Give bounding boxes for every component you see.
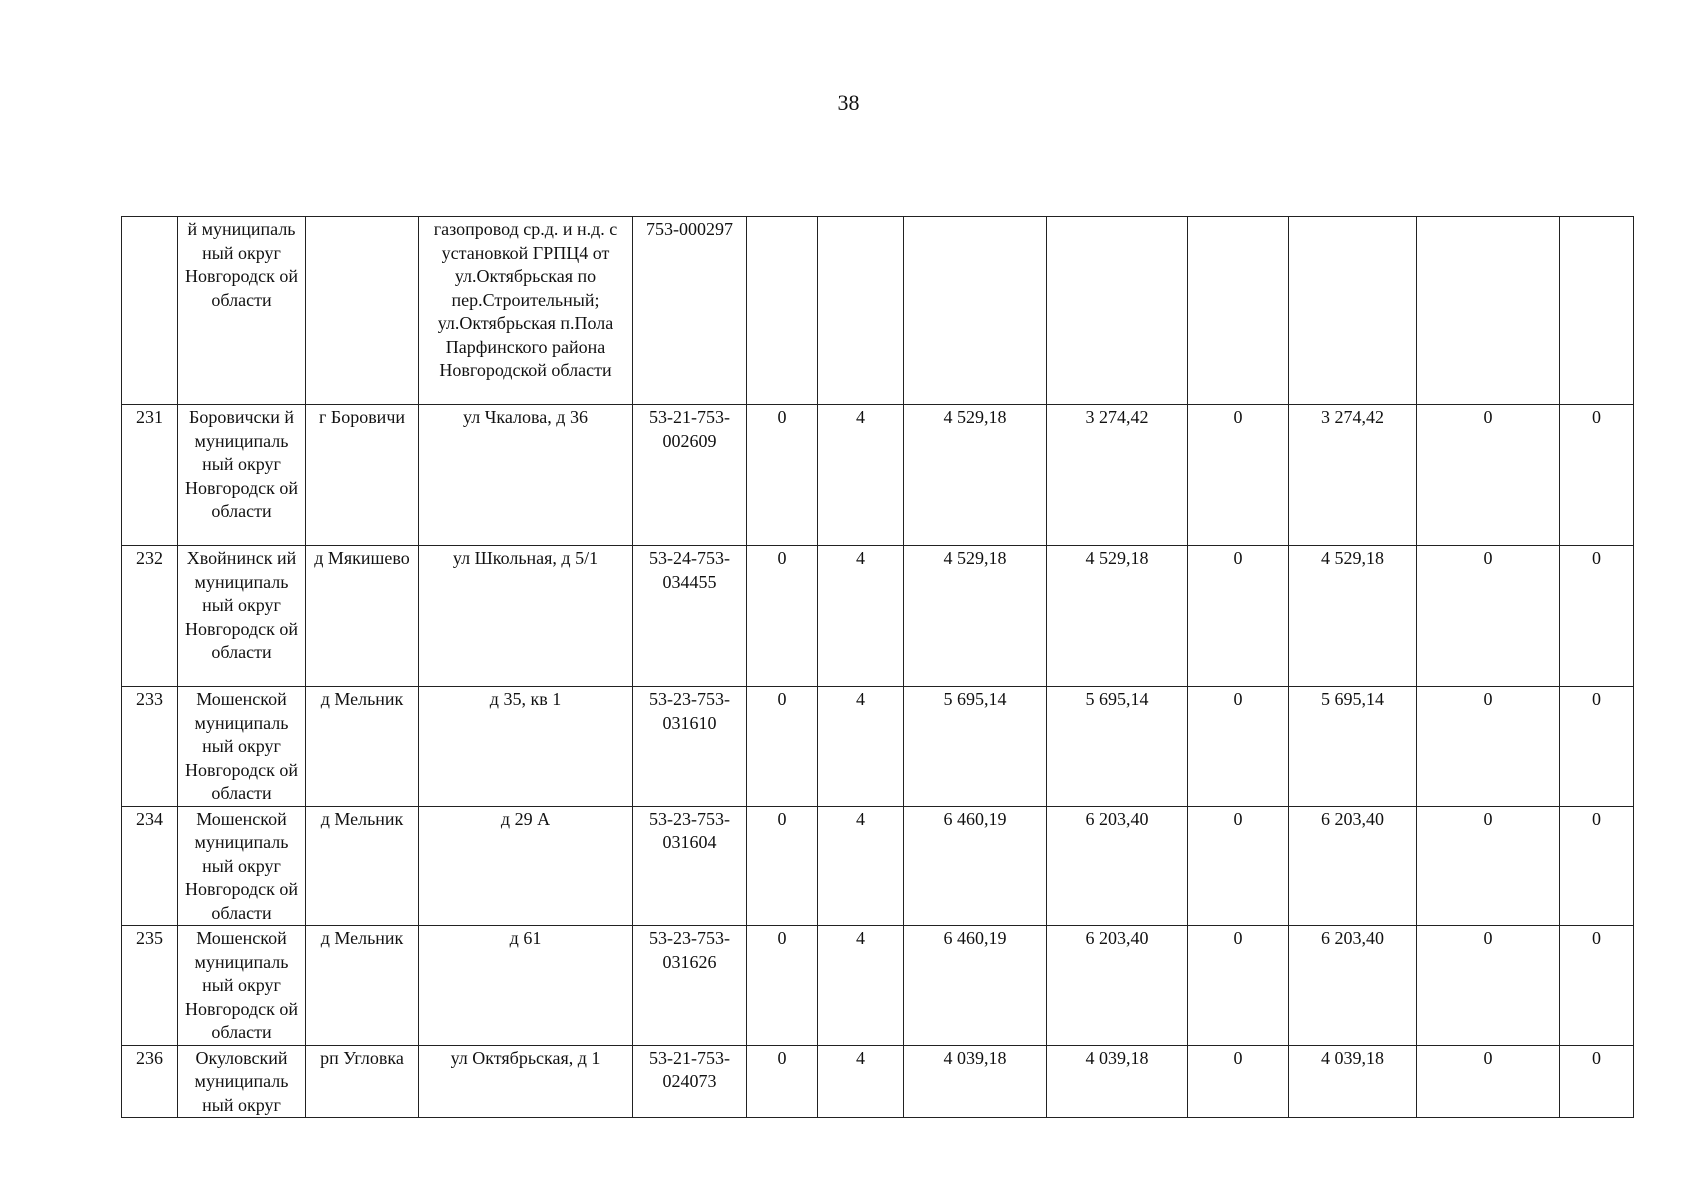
- code-cell: 53-23-753-031604: [633, 806, 747, 926]
- row-number: 235: [122, 926, 178, 1046]
- row-number: 231: [122, 405, 178, 546]
- value-cell: [1047, 217, 1188, 405]
- value-cell: 4: [818, 926, 904, 1046]
- value-cell: 4: [818, 806, 904, 926]
- value-cell: 6 460,19: [904, 926, 1047, 1046]
- value-cell: 5 695,14: [1047, 687, 1188, 807]
- locality-cell: д Мельник: [306, 687, 419, 807]
- district-cell: Мошенской муниципаль ный округ Новгородск ой области: [178, 806, 306, 926]
- locality-cell: рп Угловка: [306, 1045, 419, 1118]
- table-row: [122, 687, 1634, 807]
- value-cell: 0: [747, 546, 818, 687]
- locality-cell: г Боровичи: [306, 405, 419, 546]
- value-cell: 4: [818, 1045, 904, 1118]
- table-row: [122, 217, 1634, 405]
- value-cell: 4 529,18: [904, 405, 1047, 546]
- value-cell: 0: [1188, 806, 1289, 926]
- register-table: [121, 216, 1634, 1118]
- code-cell: 53-21-753-024073: [633, 1045, 747, 1118]
- address-cell: д 61: [419, 926, 633, 1046]
- value-cell: 5 695,14: [1289, 687, 1417, 807]
- value-cell: 4 039,18: [1289, 1045, 1417, 1118]
- row-number: 236: [122, 1045, 178, 1118]
- address-cell: д 35, кв 1: [419, 687, 633, 807]
- table-row: [122, 405, 1634, 546]
- locality-cell: д Мельник: [306, 806, 419, 926]
- value-cell: [818, 217, 904, 405]
- value-cell: 3 274,42: [1289, 405, 1417, 546]
- value-cell: 0: [1188, 926, 1289, 1046]
- value-cell: 0: [1188, 687, 1289, 807]
- value-cell: 4 529,18: [1289, 546, 1417, 687]
- value-cell: 4: [818, 405, 904, 546]
- value-cell: 0: [1560, 687, 1634, 807]
- value-cell: 4 039,18: [904, 1045, 1047, 1118]
- value-cell: 0: [1560, 926, 1634, 1046]
- code-cell: 53-23-753-031610: [633, 687, 747, 807]
- value-cell: 0: [1417, 926, 1560, 1046]
- value-cell: 0: [747, 806, 818, 926]
- district-cell: Боровичски й муниципаль ный округ Новгородск ой области: [178, 405, 306, 546]
- value-cell: [1289, 217, 1417, 405]
- value-cell: 0: [1417, 405, 1560, 546]
- value-cell: [904, 217, 1047, 405]
- table-row: [122, 546, 1634, 687]
- address-cell: газопровод ср.д. и н.д. с установкой ГРПЦ4 от ул.Октябрьская по пер.Строительный; ул.Октябрьская п.Пола Парфинского района Новгородской области: [419, 217, 633, 405]
- district-cell: Мошенской муниципаль ный округ Новгородск ой области: [178, 687, 306, 807]
- row-number: 233: [122, 687, 178, 807]
- locality-cell: [306, 217, 419, 405]
- value-cell: 6 203,40: [1047, 806, 1188, 926]
- code-cell: 53-21-753-002609: [633, 405, 747, 546]
- value-cell: 0: [1188, 546, 1289, 687]
- table-row: [122, 806, 1634, 926]
- value-cell: 6 203,40: [1289, 806, 1417, 926]
- value-cell: 0: [747, 405, 818, 546]
- value-cell: [1417, 217, 1560, 405]
- value-cell: 4: [818, 546, 904, 687]
- value-cell: 0: [1560, 806, 1634, 926]
- address-cell: ул Октябрьская, д 1: [419, 1045, 633, 1118]
- value-cell: 6 203,40: [1289, 926, 1417, 1046]
- value-cell: 3 274,42: [1047, 405, 1188, 546]
- district-cell: й муниципаль ный округ Новгородск ой области: [178, 217, 306, 405]
- locality-cell: д Мельник: [306, 926, 419, 1046]
- value-cell: 0: [1417, 687, 1560, 807]
- value-cell: 0: [1560, 1045, 1634, 1118]
- value-cell: 0: [747, 926, 818, 1046]
- value-cell: 6 460,19: [904, 806, 1047, 926]
- value-cell: [1188, 217, 1289, 405]
- value-cell: 0: [1560, 546, 1634, 687]
- district-cell: Окуловский муниципаль ный округ: [178, 1045, 306, 1118]
- row-number: 234: [122, 806, 178, 926]
- code-cell: 53-24-753-034455: [633, 546, 747, 687]
- row-number: [122, 217, 178, 405]
- value-cell: 4 039,18: [1047, 1045, 1188, 1118]
- value-cell: 0: [1188, 405, 1289, 546]
- value-cell: 4: [818, 687, 904, 807]
- code-cell: 53-23-753-031626: [633, 926, 747, 1046]
- district-cell: Мошенской муниципаль ный округ Новгородск ой области: [178, 926, 306, 1046]
- value-cell: 0: [1188, 1045, 1289, 1118]
- value-cell: 0: [747, 687, 818, 807]
- address-cell: ул Школьная, д 5/1: [419, 546, 633, 687]
- page-number: 38: [837, 90, 860, 115]
- district-cell: Хвойнинск ий муниципаль ный округ Новгородск ой области: [178, 546, 306, 687]
- value-cell: 0: [1417, 1045, 1560, 1118]
- value-cell: 0: [1417, 806, 1560, 926]
- table-row: [122, 926, 1634, 1046]
- table-row: [122, 1045, 1634, 1118]
- row-number: 232: [122, 546, 178, 687]
- value-cell: 5 695,14: [904, 687, 1047, 807]
- code-cell: 753-000297: [633, 217, 747, 405]
- value-cell: 0: [747, 1045, 818, 1118]
- address-cell: ул Чкалова, д 36: [419, 405, 633, 546]
- address-cell: д 29 А: [419, 806, 633, 926]
- value-cell: 0: [1560, 405, 1634, 546]
- value-cell: 4 529,18: [904, 546, 1047, 687]
- value-cell: [747, 217, 818, 405]
- locality-cell: д Мякишево: [306, 546, 419, 687]
- value-cell: 6 203,40: [1047, 926, 1188, 1046]
- value-cell: 0: [1417, 546, 1560, 687]
- value-cell: 4 529,18: [1047, 546, 1188, 687]
- value-cell: [1560, 217, 1634, 405]
